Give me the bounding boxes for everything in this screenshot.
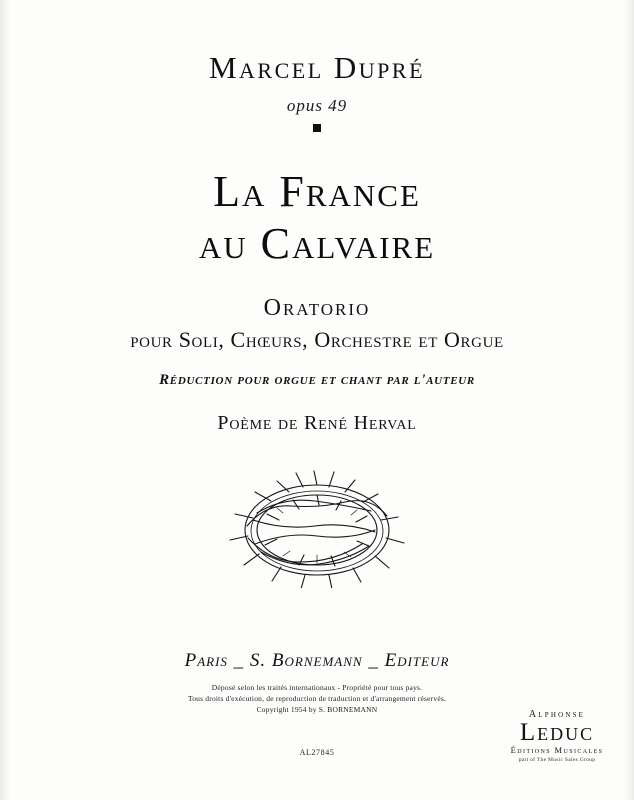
logo-line-group: part of The Music Sales Group [518,757,596,763]
catalog-number: AL27845 [299,748,335,757]
legal-line-3: Copyright 1954 by S. BORNEMANN [256,705,378,714]
logo-line-editions: Éditions Musicales [510,745,604,755]
logo-line-leduc: Leduc [519,719,595,746]
legal-line-1: Déposé selon les traités internationaux - Propriété pour tous pays. [211,683,423,692]
publisher-logo [494,709,620,764]
work-title-line-2: au Calvaire [198,219,436,268]
reduction-note: Réduction pour orgue et chant par l'auteur [159,372,475,388]
ornament-separator [0,122,634,134]
work-title-line-1: La France [213,167,421,216]
work-title [0,168,634,268]
logo-line-alphonse: Alphonse [528,709,586,720]
performing-forces: pour Soli, Chœurs, Orchestre et Orgue [130,327,504,352]
publisher-line: Paris _ S. Bornemann _ Editeur [184,650,450,671]
opus-number: opus 49 [286,96,348,115]
composer-name: Marcel Dupré [208,50,426,85]
poet-credit: Poème de René Herval [217,412,417,434]
crown-of-thorns-icon [217,468,417,588]
legal-line-2: Tous droits d'exécution, de reproduction de traduction et d'arrangement réservés. [187,694,447,703]
work-genre: Oratorio [263,295,371,321]
square-dot-icon [313,124,321,132]
